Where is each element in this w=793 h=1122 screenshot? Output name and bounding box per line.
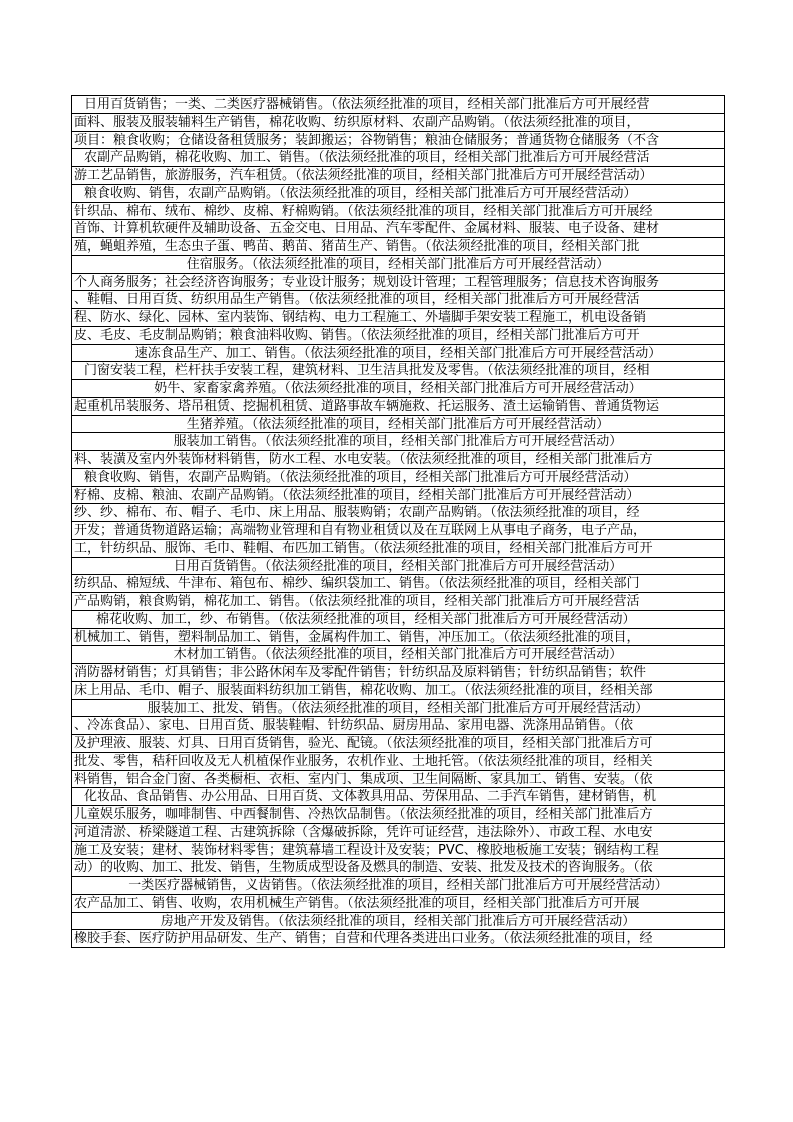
table-row: 纺织品、棉短绒、牛津布、箱包布、棉纱、编织袋加工、销售。（依法须经批准的项目，经相关部门 — [72, 575, 724, 593]
table-row: 农产品加工、销售、收购，农用机械生产销售。（依法须经批准的项目，经相关部门批准后方可开展 — [72, 895, 724, 913]
table-row: 首饰、计算机软硬件及辅助设备、五金交电、日用品、汽车零配件、金属材料、服装、电子设备、建材 — [72, 220, 724, 238]
table-row: 服装加工、批发、销售。（依法须经批准的项目，经相关部门批准后方可开展经营活动） — [72, 700, 724, 718]
table-row: 儿童娱乐服务，咖啡制售、中西餐制售、冷热饮品制售。（依法须经批准的项目，经相关部门批准后方 — [72, 806, 724, 824]
table-row: 消防器材销售；灯具销售；非公路休闲车及零配件销售；针纺织品及原料销售；针纺织品销售；软件 — [72, 664, 724, 682]
table-row: 橡胶手套、医疗防护用品研发、生产、销售；自营和代理各类进出口业务。（依法须经批准的项目，经 — [72, 930, 724, 948]
table-row: 面料、服装及服装辅料生产销售，棉花收购、纺织原材料、农副产品购销。（依法须经批准的项目， — [72, 114, 724, 132]
table-row: 开发；普通货物道路运输；高端物业管理和自有物业租赁以及在互联网上从事电子商务，电子产品， — [72, 522, 724, 540]
table-row: 木材加工销售。（依法须经批准的项目，经相关部门批准后方可开展经营活动） — [72, 646, 724, 664]
table-row: 动）的收购、加工、批发、销售，生物质成型设备及燃具的制造、安装、批发及技术的咨询服务。（依 — [72, 859, 724, 877]
table-row: 奶牛、家畜家禽养殖。（依法须经批准的项目，经相关部门批准后方可开展经营活动） — [72, 380, 724, 398]
table-row: 程、防水、绿化、园林、室内装饰、钢结构、电力工程施工、外墙脚手架安装工程施工，机电设备销 — [72, 309, 724, 327]
table-row: 籽棉、皮棉、粮油、农副产品购销。（依法须经批准的项目，经相关部门批准后方可开展经营活动） — [72, 487, 724, 505]
table-row: 速冻食品生产、加工、销售。（依法须经批准的项目，经相关部门批准后方可开展经营活动） — [72, 345, 724, 363]
table-row: 料、装潢及室内外装饰材料销售，防水工程、水电安装。（依法须经批准的项目，经相关部门批准后方 — [72, 451, 724, 469]
table-row: 批发、零售，秸秆回收及无人机植保作业服务，农机作业、土地托管。（依法须经批准的项目，经相关 — [72, 753, 724, 771]
table-row: 针织品、棉布、绒布、棉纱、皮棉、籽棉购销。（依法须经批准的项目，经相关部门批准后方可开展经 — [72, 203, 724, 221]
table-row: 粮食收购、销售，农副产品购销。（依法须经批准的项目，经相关部门批准后方可开展经营活动） — [72, 469, 724, 487]
table-row: 床上用品、毛巾、帽子、服装面料纺织加工销售，棉花收购、加工。（依法须经批准的项目，经相关部 — [72, 682, 724, 700]
table-row: 河道清淤、桥梁隧道工程、古建筑拆除（含爆破拆除，凭许可证经营，违法除外）、市政工程、水电安 — [72, 824, 724, 842]
table-row: 门窗安装工程，栏杆扶手安装工程，建筑材料、卫生洁具批发及零售。（依法须经批准的项目，经相 — [72, 362, 724, 380]
table-row: 日用百货销售；一类、二类医疗器械销售。（依法须经批准的项目，经相关部门批准后方可开展经营 — [72, 96, 724, 114]
table-row: 住宿服务。（依法须经批准的项目，经相关部门批准后方可开展经营活动） — [72, 256, 724, 274]
table-row: 纱、纱、棉布、布、帽子、毛巾、床上用品、服装购销；农副产品购销。（依法须经批准的项目，经 — [72, 504, 724, 522]
table-row: 及护理液、服装、灯具、日用百货销售，验光、配镜。（依法须经批准的项目，经相关部门批准后方可 — [72, 735, 724, 753]
table-row: 殖，蝇蛆养殖，生态虫子蛋、鸭苗、鹅苗、猪苗生产、销售。（依法须经批准的项目，经相关部门批 — [72, 238, 724, 256]
table-row: 粮食收购、销售，农副产品购销。（依法须经批准的项目，经相关部门批准后方可开展经营活动） — [72, 185, 724, 203]
table-row: 服装加工销售。（依法须经批准的项目，经相关部门批准后方可开展经营活动） — [72, 433, 724, 451]
table-row: 施工及安装；建材、装饰材料零售；建筑幕墙工程设计及安装；PVC、橡胶地板施工安装；钢结构工程 — [72, 842, 724, 860]
table-row: 起重机吊装服务、塔吊租赁、挖掘机租赁、道路事故车辆施救、托运服务、渣土运输销售、普通货物运 — [72, 398, 724, 416]
table-row: 棉花收购、加工，纱、布销售。（依法须经批准的项目，经相关部门批准后方可开展经营活动） — [72, 611, 724, 629]
business-scope-table — [71, 95, 725, 948]
table-row: 生猪养殖。（依法须经批准的项目，经相关部门批准后方可开展经营活动） — [72, 416, 724, 434]
table-row: 房地产开发及销售。（依法须经批准的项目，经相关部门批准后方可开展经营活动） — [72, 913, 724, 931]
table-row: 产品购销，粮食购销，棉花加工、销售。（依法须经批准的项目，经相关部门批准后方可开展经营活 — [72, 593, 724, 611]
table-row: 一类医疗器械销售，义齿销售。（依法须经批准的项目，经相关部门批准后方可开展经营活动） — [72, 877, 724, 895]
table-row: 、冷冻食品）、家电、日用百货、服装鞋帽、针纺织品、厨房用品、家用电器、洗涤用品销售。（依 — [72, 717, 724, 735]
table-row: 机械加工、销售，塑料制品加工、销售，金属构件加工、销售，冲压加工。（依法须经批准的项目， — [72, 629, 724, 647]
table-row: 皮、毛皮、毛皮制品购销；粮食油料收购、销售。（依法须经批准的项目，经相关部门批准后方可开 — [72, 327, 724, 345]
table-row: 项目：粮食收购；仓储设备租赁服务；装卸搬运；谷物销售；粮油仓储服务；普通货物仓储服务（不含 — [72, 132, 724, 150]
table-row: 、鞋帽、日用百货、纺织用品生产销售。（依法须经批准的项目，经相关部门批准后方可开展经营活 — [72, 291, 724, 309]
table-row: 日用百货销售。（依法须经批准的项目，经相关部门批准后方可开展经营活动） — [72, 558, 724, 576]
table-row: 个人商务服务；社会经济咨询服务；专业设计服务；规划设计管理；工程管理服务；信息技术咨询服务 — [72, 274, 724, 292]
table-row: 农副产品购销，棉花收购、加工、销售。（依法须经批准的项目，经相关部门批准后方可开展经营活 — [72, 149, 724, 167]
table-row: 料销售，铝合金门窗、各类橱柜、衣柜、室内门、集成项、卫生间隔断、家具加工、销售、安装。（依 — [72, 771, 724, 789]
table-row: 工，针纺织品、服饰、毛巾、鞋帽、布匹加工销售。（依法须经批准的项目，经相关部门批准后方可开 — [72, 540, 724, 558]
table-row: 化妆品、食品销售、办公用品、日用百货、文体教具用品、劳保用品、二手汽车销售，建材销售，机 — [72, 788, 724, 806]
table-row: 游工艺品销售，旅游服务，汽车租赁。（依法须经批准的项目，经相关部门批准后方可开展经营活动） — [72, 167, 724, 185]
